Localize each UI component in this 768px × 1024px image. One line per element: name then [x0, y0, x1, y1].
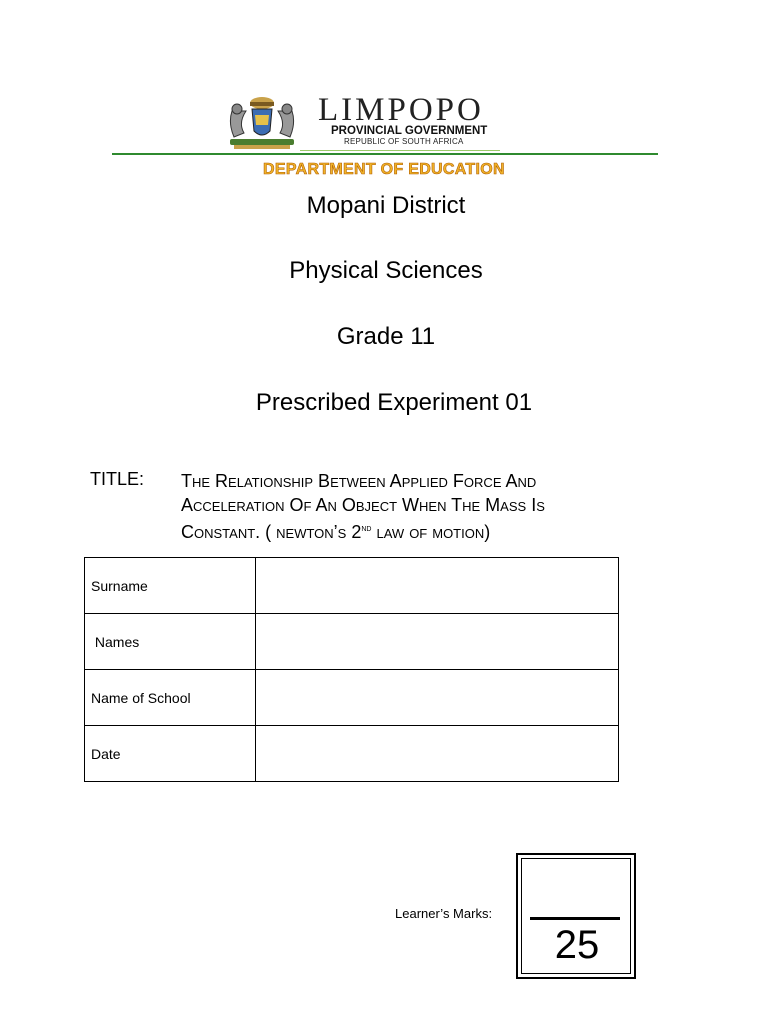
org-name: LIMPOPO [318, 92, 484, 128]
marks-box[interactable] [516, 853, 636, 979]
divider-light [300, 150, 500, 151]
surname-field[interactable] [256, 558, 619, 614]
names-label: Names [85, 614, 256, 670]
date-field[interactable] [256, 726, 619, 782]
table-row [85, 726, 619, 782]
title-line-2: Acceleration Of An Object When The Mass Is [181, 495, 545, 515]
department-name: DEPARTMENT OF EDUCATION [263, 161, 505, 178]
date-label: Date [85, 726, 256, 782]
experiment-title [181, 469, 641, 544]
marks-total: 25 [554, 923, 600, 967]
school-label: Name of School [85, 670, 256, 726]
marks-label: Learner’s Marks: [395, 906, 493, 921]
surname-label: Surname [85, 558, 256, 614]
grade: Grade 11 [336, 323, 436, 350]
table-row [85, 558, 619, 614]
table-row [85, 670, 619, 726]
letterhead [0, 0, 768, 190]
learner-details-table [84, 557, 619, 782]
names-field[interactable] [256, 614, 619, 670]
subject: Physical Sciences [289, 257, 483, 284]
table-row [85, 614, 619, 670]
title-line-3: Constant. ( newton’s 2nd law of motion) [181, 522, 491, 542]
gov-name: PROVINCIAL GOVERNMENT [331, 125, 488, 137]
country-name: REPUBLIC OF SOUTH AFRICA [344, 137, 464, 146]
title-line-1: The Relationship Between Applied Force And [181, 471, 537, 491]
title-label: TITLE: [90, 469, 145, 489]
district: Mopani District [306, 192, 466, 219]
experiment: Prescribed Experiment 01 [255, 389, 533, 416]
divider [112, 153, 658, 155]
coat-of-arms-icon [224, 93, 300, 151]
marks-divider [530, 917, 620, 920]
school-field[interactable] [256, 670, 619, 726]
